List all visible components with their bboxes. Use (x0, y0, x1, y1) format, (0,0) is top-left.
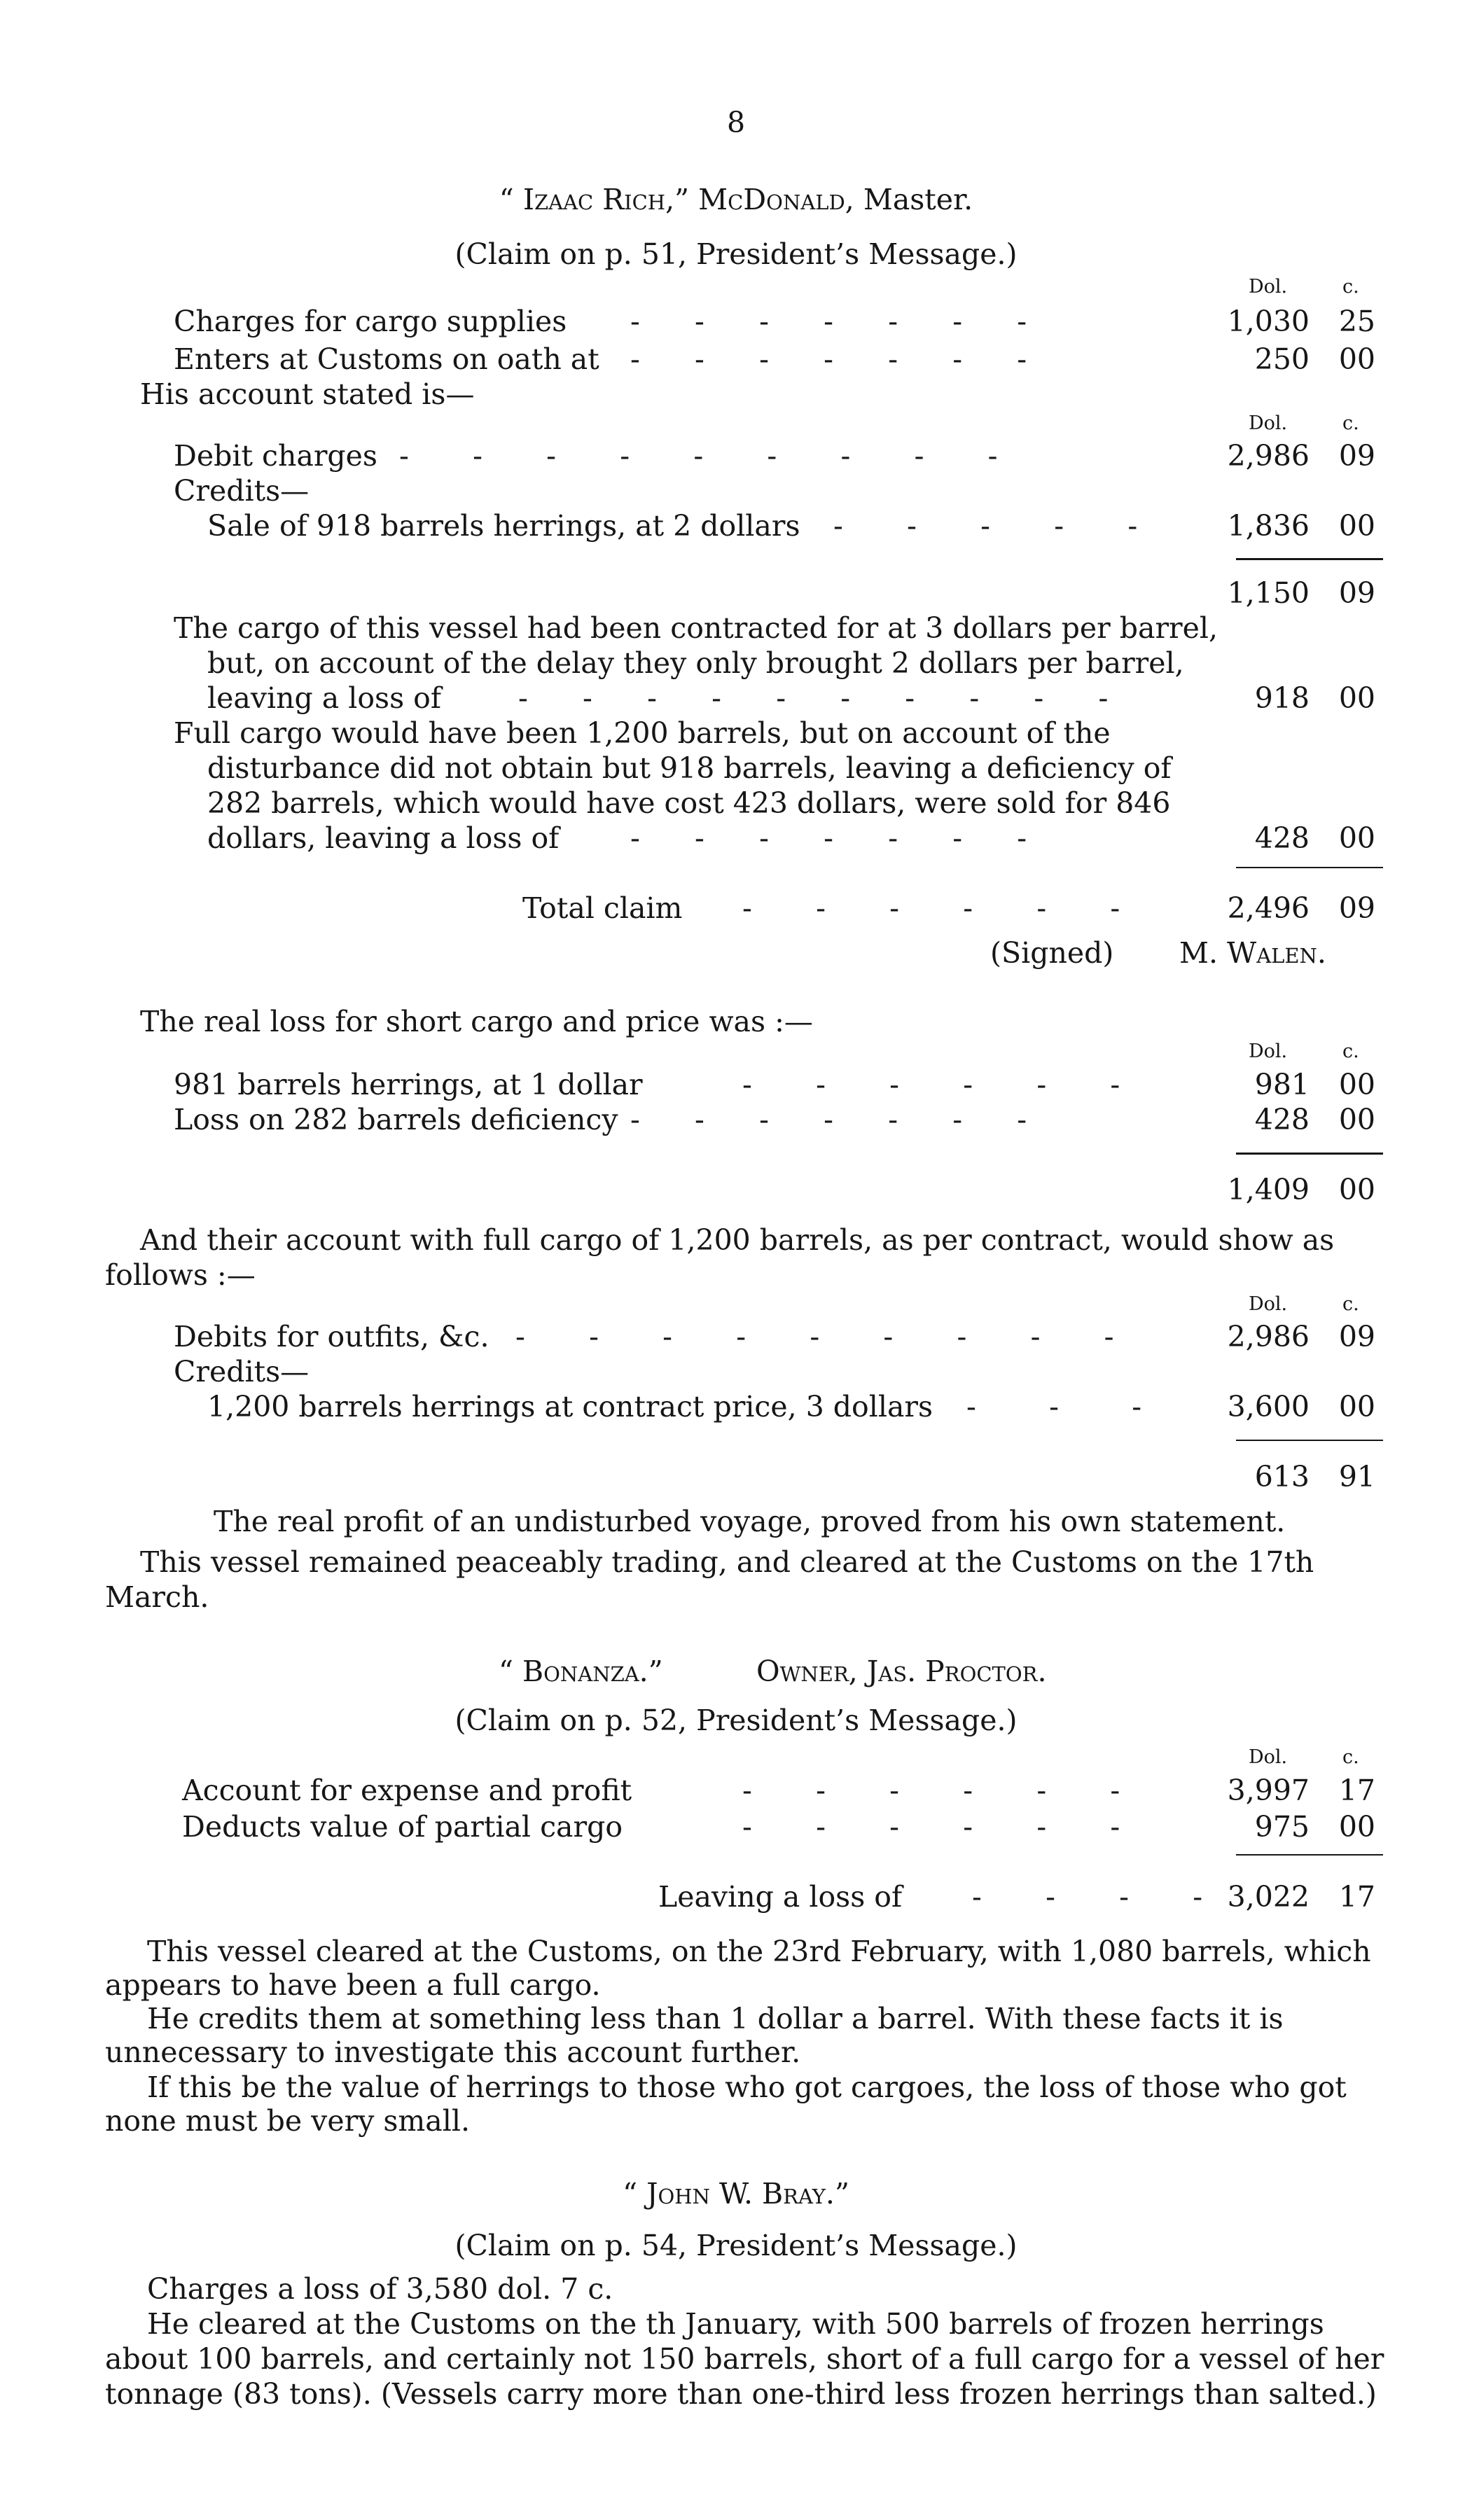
currency-header-cents: c. (1342, 276, 1359, 298)
bonanza-deduct-label: Deducts value of partial cargo (182, 1810, 623, 1844)
full-cargo-debit-cents: 09 (1338, 1320, 1375, 1353)
izaac-account-intro: His account stated is— (140, 377, 475, 411)
full-cargo-profit-cents: 91 (1338, 1460, 1375, 1494)
bonanza-expense-cents: 17 (1338, 1774, 1375, 1807)
izaac-contract-line3: leaving a loss of (207, 681, 442, 715)
izaac-sale-label: Sale of 918 barrels herrings, at 2 dollars (207, 509, 800, 543)
bonanza-heading-owner: Owner, Jas. Proctor. (756, 1655, 1047, 1688)
leader-dots: - - - - - - - - - - (518, 681, 1109, 715)
izaac-sale-dollars: 1,836 (1227, 509, 1310, 543)
currency-header-cents: c. (1342, 1040, 1359, 1062)
leader-dots: - - - - - - - (630, 342, 1027, 376)
izaac-contract-dollars: 918 (1254, 681, 1310, 715)
izaac-signer: M. Walen. (1179, 936, 1326, 970)
bray-line1: Charges a loss of 3,580 dol. 7 c. (147, 2272, 613, 2306)
real-loss-line1-dollars: 981 (1254, 1068, 1310, 1101)
izaac-full-line3: 282 barrels, which would have cost 423 dollars, were sold for 846 (207, 786, 1171, 820)
sum-rule (1236, 558, 1383, 560)
izaac-contract-line2: but, on account of the delay they only brought 2 dollars per barrel, (207, 646, 1184, 680)
currency-header-cents: c. (1342, 412, 1359, 434)
bray-line4: tonnage (83 tons). (Vessels carry more than one-third less frozen herrings than salted.) (105, 2377, 1377, 2411)
bray-line3: about 100 barrels, and certainly not 150 barrels, short of a full cargo for a vessel of her (105, 2342, 1384, 2376)
bray-heading: “ John W. Bray.” (623, 2177, 849, 2211)
bonanza-loss-cents: 17 (1338, 1880, 1375, 1914)
izaac-contract-line1: The cargo of this vessel had been contracted for at 3 dollars per barrel, (174, 611, 1218, 645)
bonanza-para2-line1: He credits them at something less than 1 dollar a barrel. With these facts it is (147, 2002, 1284, 2035)
real-loss-line2-label: Loss on 282 barrels deficiency (174, 1103, 618, 1136)
izaac-subtotal-cents: 09 (1338, 576, 1375, 610)
izaac-total-cents: 09 (1338, 891, 1375, 925)
izaac-heading-suffix: , Master. (845, 183, 973, 216)
full-cargo-credit-dollars: 3,600 (1227, 1390, 1310, 1423)
izaac-total-label: Total claim (522, 891, 683, 925)
leader-dots: - - - - - - - (630, 1103, 1027, 1136)
real-loss-intro: The real loss for short cargo and price was :— (140, 1005, 813, 1038)
currency-header-cents: c. (1342, 1746, 1359, 1768)
bonanza-heading-name-text: “ Bonanza.” (499, 1655, 663, 1688)
bonanza-loss-dollars: 3,022 (1227, 1880, 1310, 1914)
izaac-full-line2: disturbance did not obtain but 918 barrels, leaving a deficiency of (207, 751, 1172, 785)
izaac-debit-dollars: 2,986 (1227, 439, 1310, 473)
real-loss-line1-cents: 00 (1338, 1068, 1375, 1101)
bonanza-para1-line2: appears to have been a full cargo. (105, 1968, 601, 2002)
real-loss-total-cents: 00 (1338, 1173, 1375, 1206)
real-loss-total-dollars: 1,409 (1227, 1173, 1310, 1206)
leader-dots: - - - - - - (742, 1068, 1120, 1101)
real-loss-line2-dollars: 428 (1254, 1103, 1310, 1136)
full-cargo-intro-line2: follows :— (105, 1258, 256, 1292)
izaac-charges-cents: 25 (1338, 305, 1375, 338)
izaac-charges-label: Charges for cargo supplies (174, 305, 567, 338)
bonanza-claim-ref: (Claim on p. 52, President’s Message.) (454, 1704, 1018, 1737)
leader-dots: - - - - - - (742, 1810, 1120, 1844)
izaac-customs-dollars: 250 (1254, 342, 1310, 376)
izaac-sale-cents: 00 (1338, 509, 1375, 543)
currency-header-dollars: Dol. (1249, 1746, 1288, 1768)
leader-dots: - - - (966, 1390, 1142, 1423)
page-number: 8 (726, 106, 746, 139)
izaac-claim-ref: (Claim on p. 51, President’s Message.) (454, 237, 1018, 271)
bonanza-para2-line2: unnecessary to investigate this account further. (105, 2035, 801, 2069)
full-cargo-vessel-note-line1: This vessel remained peaceably trading, and cleared at the Customs on the 17th (140, 1545, 1314, 1579)
full-cargo-credit-label: 1,200 barrels herrings at contract price, 3 dollars (207, 1390, 933, 1423)
full-cargo-profit-dollars: 613 (1254, 1460, 1310, 1494)
bonanza-para3-line1: If this be the value of herrings to those who got cargoes, the loss of those who got (147, 2070, 1347, 2104)
izaac-heading-quote-close: ” (674, 183, 690, 216)
bonanza-loss-label: Leaving a loss of (658, 1880, 903, 1914)
izaac-heading-master: McDonald (698, 183, 845, 216)
bonanza-expense-label: Account for expense and profit (182, 1774, 632, 1807)
izaac-credits-label: Credits— (174, 474, 310, 508)
leader-dots: - - - - - - - - - (399, 439, 998, 473)
sum-rule (1236, 1153, 1383, 1155)
full-cargo-credit-cents: 00 (1338, 1390, 1375, 1423)
bray-claim-ref: (Claim on p. 54, President’s Message.) (454, 2229, 1018, 2262)
full-cargo-debit-label: Debits for outfits, &c. (174, 1320, 489, 1353)
bonanza-deduct-dollars: 975 (1254, 1810, 1310, 1844)
izaac-debit-label: Debit charges (174, 439, 377, 473)
izaac-heading-quote-open: “ (499, 183, 514, 216)
full-cargo-intro-line1: And their account with full cargo of 1,200 barrels, as per contract, would show as (140, 1223, 1335, 1257)
izaac-heading (0, 182, 1472, 217)
leader-dots: - - - - - - - (630, 305, 1027, 338)
bonanza-para1-line1: This vessel cleared at the Customs, on the 23rd February, with 1,080 barrels, which (147, 1935, 1371, 1968)
full-cargo-profit-note: The real profit of an undisturbed voyage, proved from his own statement. (214, 1505, 1286, 1538)
leader-dots: - - - - - (833, 509, 1138, 543)
bonanza-deduct-cents: 00 (1338, 1810, 1375, 1844)
izaac-charges-dollars: 1,030 (1227, 305, 1310, 338)
izaac-customs-label: Enters at Customs on oath at (174, 342, 599, 376)
sum-rule (1236, 1854, 1383, 1856)
izaac-full-dollars: 428 (1254, 821, 1310, 855)
izaac-customs-cents: 00 (1338, 342, 1375, 376)
izaac-heading-name: Izaac Rich, (522, 183, 675, 216)
currency-header-dollars: Dol. (1249, 412, 1288, 434)
sum-rule (1236, 867, 1383, 868)
izaac-total-dollars: 2,496 (1227, 891, 1310, 925)
full-cargo-vessel-note-line2: March. (105, 1580, 209, 1614)
leader-dots: - - - - (972, 1880, 1203, 1914)
izaac-full-line1: Full cargo would have been 1,200 barrels, but on account of the (174, 716, 1111, 750)
izaac-subtotal-dollars: 1,150 (1227, 576, 1310, 610)
leader-dots: - - - - - - - (630, 821, 1027, 855)
izaac-full-line4: dollars, leaving a loss of (207, 821, 560, 855)
real-loss-line2-cents: 00 (1338, 1103, 1375, 1136)
full-cargo-debit-dollars: 2,986 (1227, 1320, 1310, 1353)
izaac-debit-cents: 09 (1338, 439, 1375, 473)
real-loss-line1-label: 981 barrels herrings, at 1 dollar (174, 1068, 643, 1101)
sum-rule (1236, 1440, 1383, 1441)
currency-header-dollars: Dol. (1249, 1293, 1288, 1315)
bonanza-heading-name (499, 1654, 663, 1689)
leader-dots: - - - - - - (742, 891, 1120, 925)
izaac-contract-cents: 00 (1338, 681, 1375, 715)
bray-line2: He cleared at the Customs on the th January, with 500 barrels of frozen herrings (147, 2307, 1324, 2341)
currency-header-dollars: Dol. (1249, 1040, 1288, 1062)
leader-dots: - - - - - - - - - (515, 1320, 1114, 1353)
leader-dots: - - - - - - (742, 1774, 1120, 1807)
izaac-full-cents: 00 (1338, 821, 1375, 855)
currency-header-dollars: Dol. (1249, 276, 1288, 298)
full-cargo-credits-label: Credits— (174, 1355, 310, 1388)
bonanza-expense-dollars: 3,997 (1227, 1774, 1310, 1807)
currency-header-cents: c. (1342, 1293, 1359, 1315)
izaac-signed: (Signed) (990, 936, 1114, 970)
bonanza-para3-line2: none must be very small. (105, 2104, 471, 2138)
